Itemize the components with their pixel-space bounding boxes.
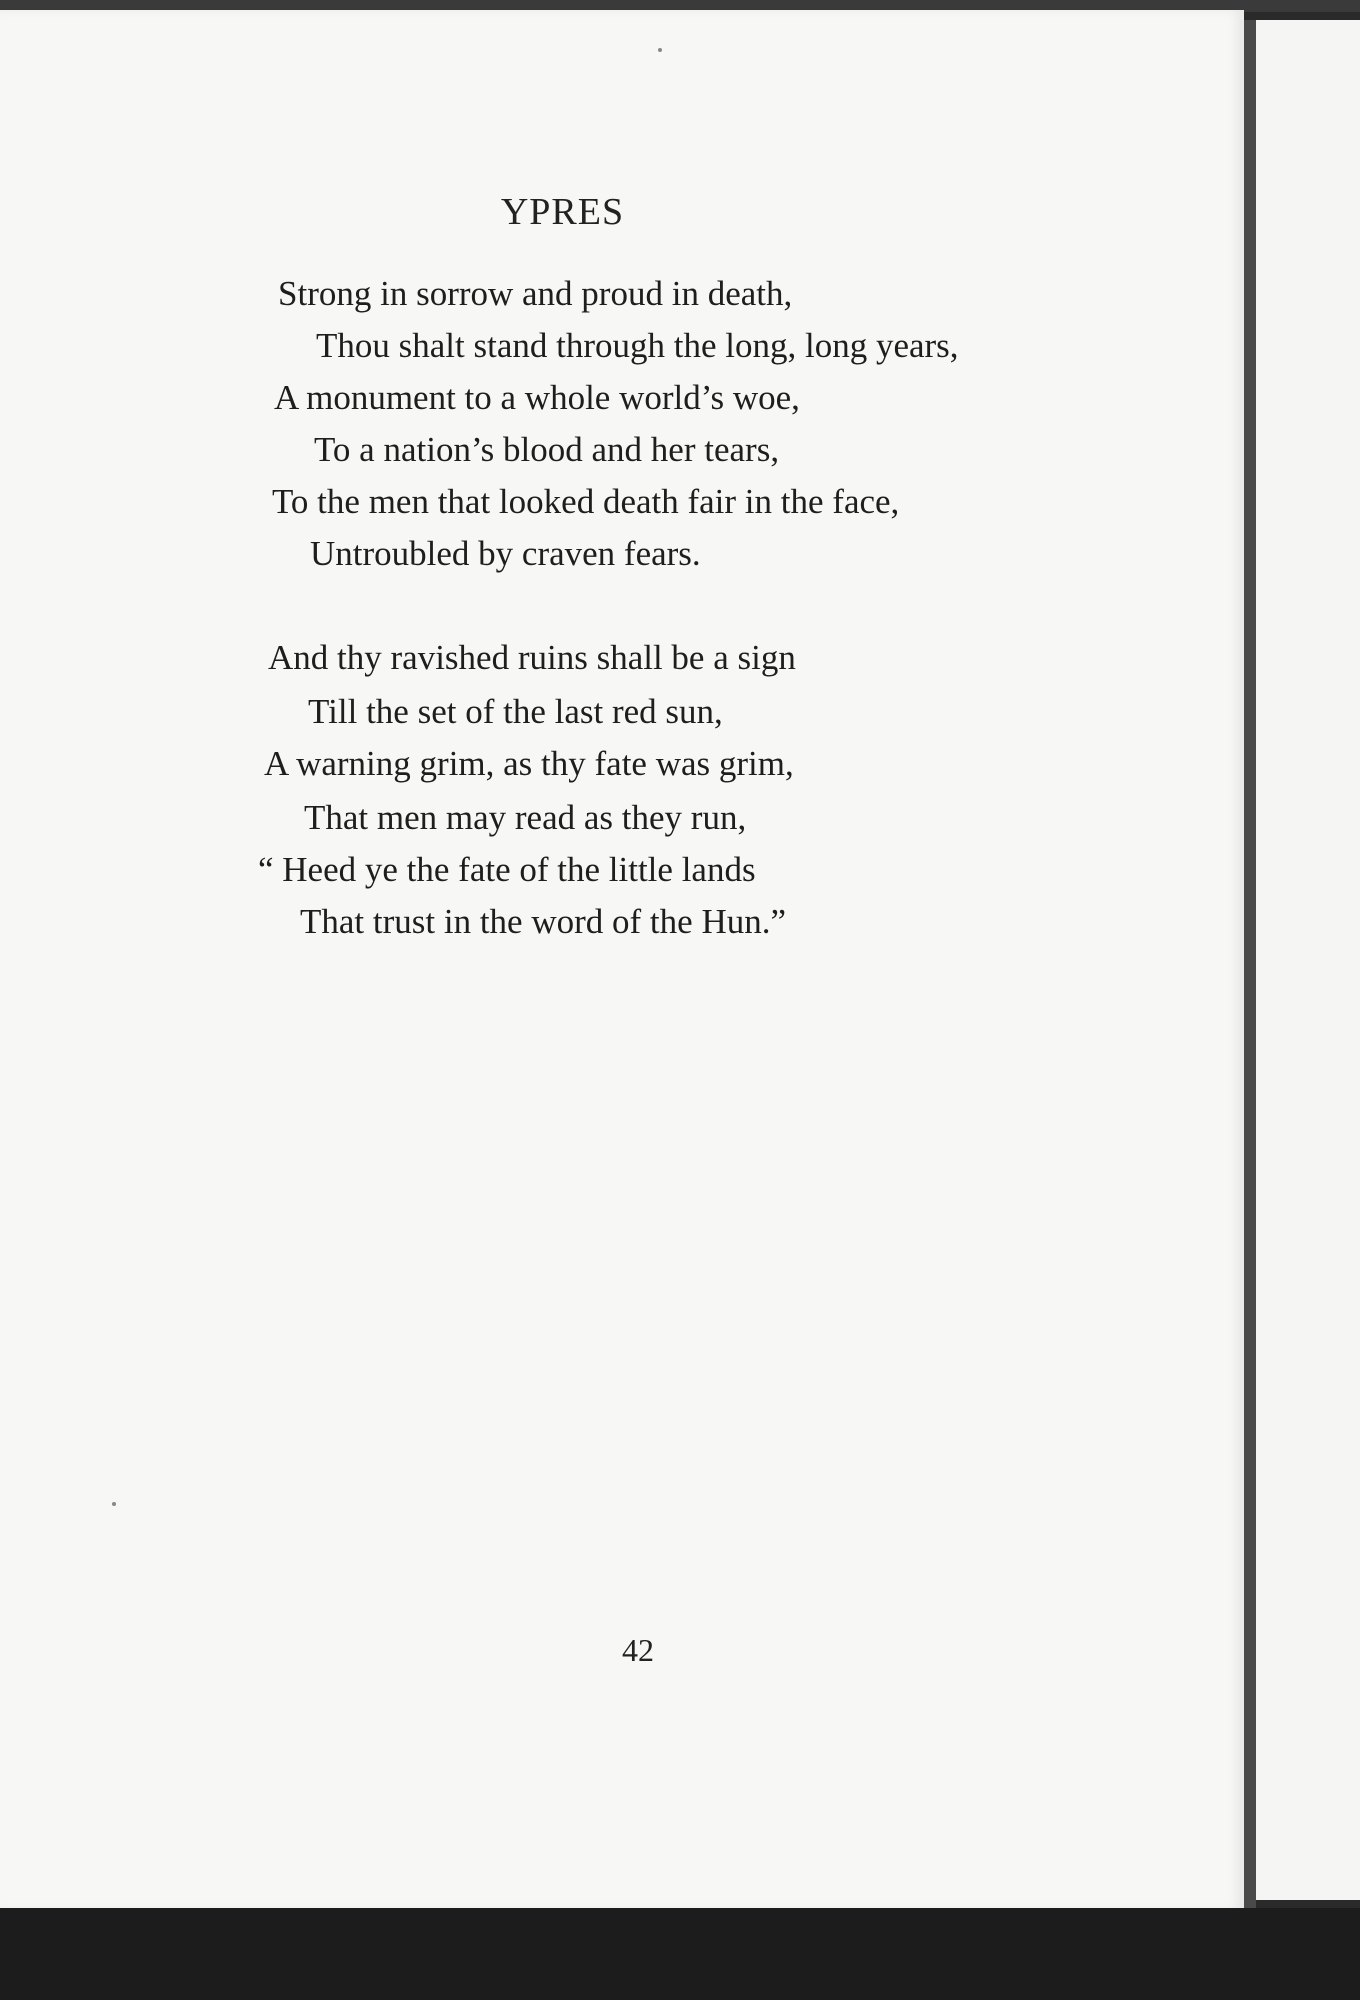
poem-line: To the men that looked death fair in the face, bbox=[272, 482, 900, 521]
poem-line: To a nation’s blood and her tears, bbox=[314, 430, 780, 469]
poem-line: Till the set of the last red sun, bbox=[308, 692, 723, 731]
poem-line: A warning grim, as thy fate was grim, bbox=[264, 744, 794, 783]
scan-speck bbox=[658, 48, 662, 52]
page-number: 42 bbox=[622, 1632, 654, 1668]
poem-line: Thou shalt stand through the long, long years, bbox=[316, 326, 959, 365]
poem-line: And thy ravished ruins shall be a sign bbox=[268, 638, 796, 677]
poem-line: A monument to a whole world’s woe, bbox=[274, 378, 800, 417]
book-spine bbox=[1244, 20, 1256, 1960]
poem-line: That men may read as they run, bbox=[304, 798, 747, 837]
poem-line: “ Heed ye the fate of the little lands bbox=[258, 850, 756, 889]
poem-line: Strong in sorrow and proud in death, bbox=[278, 274, 793, 313]
facing-page-edge bbox=[1256, 20, 1360, 1900]
poem-line: That trust in the word of the Hun.” bbox=[300, 902, 787, 941]
scan-bottom-edge bbox=[0, 1908, 1360, 2000]
scan-speck bbox=[112, 1502, 116, 1506]
poem-title: YPRES bbox=[500, 191, 625, 233]
poem-line: Untroubled by craven fears. bbox=[310, 534, 701, 573]
